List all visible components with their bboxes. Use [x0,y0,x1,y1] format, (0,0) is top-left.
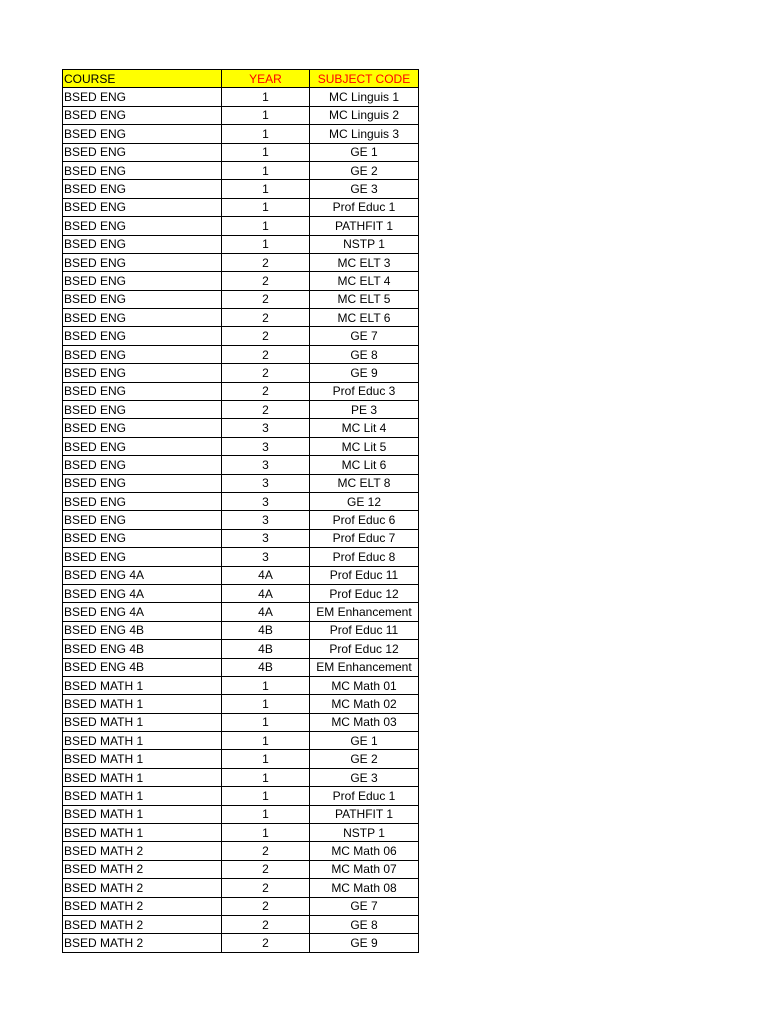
year-cell[interactable]: 1 [222,143,310,161]
table-row [63,750,419,768]
subject-code-cell[interactable]: MC Math 06 [310,842,419,860]
table-row [63,345,419,363]
course-cell[interactable]: BSED ENG [63,529,222,547]
course-cell[interactable]: BSED ENG [63,492,222,510]
table-row [63,584,419,602]
year-cell[interactable]: 1 [222,805,310,823]
subject-code-cell[interactable]: Prof Educ 11 [310,621,419,639]
subject-code-cell[interactable]: Prof Educ 6 [310,511,419,529]
year-cell[interactable]: 4B [222,621,310,639]
course-cell[interactable]: BSED ENG [63,419,222,437]
subject-code-cell[interactable]: MC ELT 8 [310,474,419,492]
table-row [63,621,419,639]
year-cell[interactable]: 1 [222,713,310,731]
year-cell[interactable]: 1 [222,125,310,143]
course-cell[interactable]: BSED ENG [63,309,222,327]
course-cell[interactable]: BSED ENG [63,235,222,253]
year-cell[interactable]: 3 [222,419,310,437]
year-cell[interactable]: 1 [222,732,310,750]
header-year[interactable]: YEAR [222,70,310,88]
table-row [63,364,419,382]
year-cell[interactable]: 2 [222,897,310,915]
course-cell[interactable]: BSED ENG [63,272,222,290]
subject-code-cell[interactable]: MC ELT 5 [310,290,419,308]
header-subject-code[interactable]: SUBJECT CODE [310,70,419,88]
subject-code-cell[interactable]: MC Math 03 [310,713,419,731]
subject-code-cell[interactable]: PE 3 [310,401,419,419]
year-cell[interactable]: 1 [222,198,310,216]
course-cell[interactable]: BSED ENG [63,456,222,474]
course-cell[interactable]: BSED ENG [63,290,222,308]
year-cell[interactable]: 2 [222,364,310,382]
subject-code-cell[interactable]: GE 2 [310,750,419,768]
year-cell[interactable]: 1 [222,161,310,179]
table-row [63,511,419,529]
course-cell[interactable]: BSED ENG 4B [63,658,222,676]
subject-code-cell[interactable]: GE 1 [310,732,419,750]
year-cell[interactable]: 2 [222,842,310,860]
table-row [63,198,419,216]
subject-code-cell[interactable]: NSTP 1 [310,824,419,842]
subject-code-cell[interactable]: MC Linguis 3 [310,125,419,143]
subject-code-cell[interactable]: Prof Educ 11 [310,566,419,584]
subject-code-cell[interactable]: Prof Educ 1 [310,198,419,216]
subject-code-cell[interactable]: Prof Educ 3 [310,382,419,400]
year-cell[interactable]: 3 [222,548,310,566]
year-cell[interactable]: 2 [222,309,310,327]
year-cell[interactable]: 2 [222,253,310,271]
table-row [63,860,419,878]
course-cell[interactable]: BSED MATH 1 [63,787,222,805]
course-cell[interactable]: BSED MATH 2 [63,860,222,878]
subject-code-cell[interactable]: MC ELT 3 [310,253,419,271]
course-cell[interactable]: BSED ENG [63,217,222,235]
subject-code-cell[interactable]: MC Math 02 [310,695,419,713]
course-cell[interactable]: BSED ENG [63,474,222,492]
subject-code-cell[interactable]: GE 8 [310,915,419,933]
course-cell[interactable]: BSED ENG [63,548,222,566]
subject-code-cell[interactable]: EM Enhancement [310,603,419,621]
table-row [63,658,419,676]
table-row [63,401,419,419]
course-cell[interactable]: BSED MATH 1 [63,695,222,713]
subject-code-cell[interactable]: GE 3 [310,180,419,198]
table-row [63,180,419,198]
year-cell[interactable]: 2 [222,272,310,290]
subject-code-cell[interactable]: MC Math 08 [310,879,419,897]
table-row [63,676,419,694]
table-row [63,88,419,106]
year-cell[interactable]: 1 [222,217,310,235]
year-cell[interactable]: 3 [222,511,310,529]
subject-code-cell[interactable]: Prof Educ 12 [310,584,419,602]
subject-code-cell[interactable]: GE 9 [310,364,419,382]
year-cell[interactable]: 3 [222,474,310,492]
course-cell[interactable]: BSED MATH 1 [63,713,222,731]
course-cell[interactable]: BSED ENG [63,106,222,124]
subject-code-cell[interactable]: MC Lit 6 [310,456,419,474]
course-cell[interactable]: BSED ENG [63,327,222,345]
table-row [63,934,419,952]
table-row [63,842,419,860]
subject-code-cell[interactable]: PATHFIT 1 [310,217,419,235]
year-cell[interactable]: 2 [222,345,310,363]
course-cell[interactable]: BSED ENG [63,382,222,400]
subject-code-cell[interactable]: GE 2 [310,161,419,179]
subject-code-cell[interactable]: Prof Educ 7 [310,529,419,547]
subject-code-cell[interactable]: GE 7 [310,897,419,915]
table-row [63,235,419,253]
course-cell[interactable]: BSED ENG [63,401,222,419]
course-cell[interactable]: BSED MATH 2 [63,897,222,915]
table-row [63,529,419,547]
table-row [63,713,419,731]
year-cell[interactable]: 1 [222,824,310,842]
table-row [63,879,419,897]
subject-code-cell[interactable]: MC Linguis 2 [310,106,419,124]
subject-code-cell[interactable]: GE 7 [310,327,419,345]
subject-code-cell[interactable]: GE 8 [310,345,419,363]
course-cell[interactable]: BSED ENG [63,511,222,529]
table-row [63,492,419,510]
course-cell[interactable]: BSED ENG 4A [63,566,222,584]
table-row [63,603,419,621]
subject-code-cell[interactable]: GE 1 [310,143,419,161]
year-cell[interactable]: 2 [222,879,310,897]
year-cell[interactable]: 3 [222,456,310,474]
subject-code-cell[interactable]: GE 9 [310,934,419,952]
year-cell[interactable]: 2 [222,915,310,933]
table-row [63,474,419,492]
course-cell[interactable]: BSED ENG [63,198,222,216]
table-row [63,253,419,271]
subject-code-cell[interactable]: MC Lit 4 [310,419,419,437]
course-cell[interactable]: BSED ENG 4B [63,621,222,639]
subject-code-cell[interactable]: MC ELT 4 [310,272,419,290]
table-row [63,125,419,143]
course-cell[interactable]: BSED MATH 1 [63,750,222,768]
spreadsheet-page [62,69,419,953]
table-row [63,161,419,179]
table-row [63,915,419,933]
course-cell[interactable]: BSED MATH 2 [63,842,222,860]
table-row [63,106,419,124]
table-body [63,88,419,952]
course-cell[interactable]: BSED ENG [63,253,222,271]
course-cell[interactable]: BSED ENG [63,125,222,143]
year-cell[interactable]: 4A [222,603,310,621]
year-cell[interactable]: 1 [222,768,310,786]
table-row [63,382,419,400]
course-cell[interactable]: BSED MATH 1 [63,732,222,750]
course-cell[interactable]: BSED MATH 1 [63,768,222,786]
table-row [63,143,419,161]
year-cell[interactable]: 1 [222,750,310,768]
year-cell[interactable]: 1 [222,787,310,805]
year-cell[interactable]: 4B [222,658,310,676]
subject-code-cell[interactable]: MC Linguis 1 [310,88,419,106]
year-cell[interactable]: 3 [222,529,310,547]
course-cell[interactable]: BSED MATH 2 [63,934,222,952]
course-cell[interactable]: BSED ENG [63,180,222,198]
course-cell[interactable]: BSED ENG [63,437,222,455]
course-cell[interactable]: BSED MATH 1 [63,805,222,823]
table-row [63,566,419,584]
year-cell[interactable]: 1 [222,88,310,106]
year-cell[interactable]: 1 [222,695,310,713]
table-row [63,787,419,805]
year-cell[interactable]: 4A [222,584,310,602]
table-row [63,732,419,750]
course-cell[interactable]: BSED ENG [63,161,222,179]
table-row [63,272,419,290]
subject-code-cell[interactable]: GE 12 [310,492,419,510]
course-cell[interactable]: BSED ENG 4A [63,584,222,602]
year-cell[interactable]: 1 [222,676,310,694]
subject-code-cell[interactable]: MC Math 01 [310,676,419,694]
course-cell[interactable]: BSED ENG 4A [63,603,222,621]
course-cell[interactable]: BSED ENG [63,143,222,161]
course-cell[interactable]: BSED MATH 1 [63,676,222,694]
table-row [63,695,419,713]
subject-code-cell[interactable]: MC ELT 6 [310,309,419,327]
subject-code-cell[interactable]: EM Enhancement [310,658,419,676]
table-row [63,437,419,455]
course-cell[interactable]: BSED ENG [63,364,222,382]
table-row [63,456,419,474]
year-cell[interactable]: 2 [222,290,310,308]
subject-code-cell[interactable]: MC Math 07 [310,860,419,878]
year-cell[interactable]: 2 [222,401,310,419]
year-cell[interactable]: 3 [222,437,310,455]
table-row [63,327,419,345]
table-row [63,640,419,658]
subject-code-cell[interactable]: PATHFIT 1 [310,805,419,823]
table-row [63,897,419,915]
subject-table [62,69,419,953]
table-row [63,824,419,842]
table-row [63,419,419,437]
table-row [63,805,419,823]
subject-code-cell[interactable]: MC Lit 5 [310,437,419,455]
year-cell[interactable]: 4A [222,566,310,584]
year-cell[interactable]: 1 [222,106,310,124]
subject-code-cell[interactable]: Prof Educ 12 [310,640,419,658]
year-cell[interactable]: 2 [222,327,310,345]
course-cell[interactable]: BSED MATH 1 [63,824,222,842]
header-row [63,70,419,88]
table-row [63,309,419,327]
subject-code-cell[interactable]: Prof Educ 1 [310,787,419,805]
course-cell[interactable]: BSED ENG 4B [63,640,222,658]
table-row [63,548,419,566]
year-cell[interactable]: 4B [222,640,310,658]
table-row [63,768,419,786]
table-row [63,290,419,308]
year-cell[interactable]: 2 [222,382,310,400]
header-course[interactable]: COURSE [63,70,222,88]
course-cell[interactable]: BSED MATH 2 [63,879,222,897]
course-cell[interactable]: BSED MATH 2 [63,915,222,933]
subject-code-cell[interactable]: Prof Educ 8 [310,548,419,566]
table-row [63,217,419,235]
year-cell[interactable]: 3 [222,492,310,510]
course-cell[interactable]: BSED ENG [63,345,222,363]
year-cell[interactable]: 1 [222,235,310,253]
subject-code-cell[interactable]: GE 3 [310,768,419,786]
year-cell[interactable]: 2 [222,860,310,878]
course-cell[interactable]: BSED ENG [63,88,222,106]
year-cell[interactable]: 1 [222,180,310,198]
subject-code-cell[interactable]: NSTP 1 [310,235,419,253]
year-cell[interactable]: 2 [222,934,310,952]
